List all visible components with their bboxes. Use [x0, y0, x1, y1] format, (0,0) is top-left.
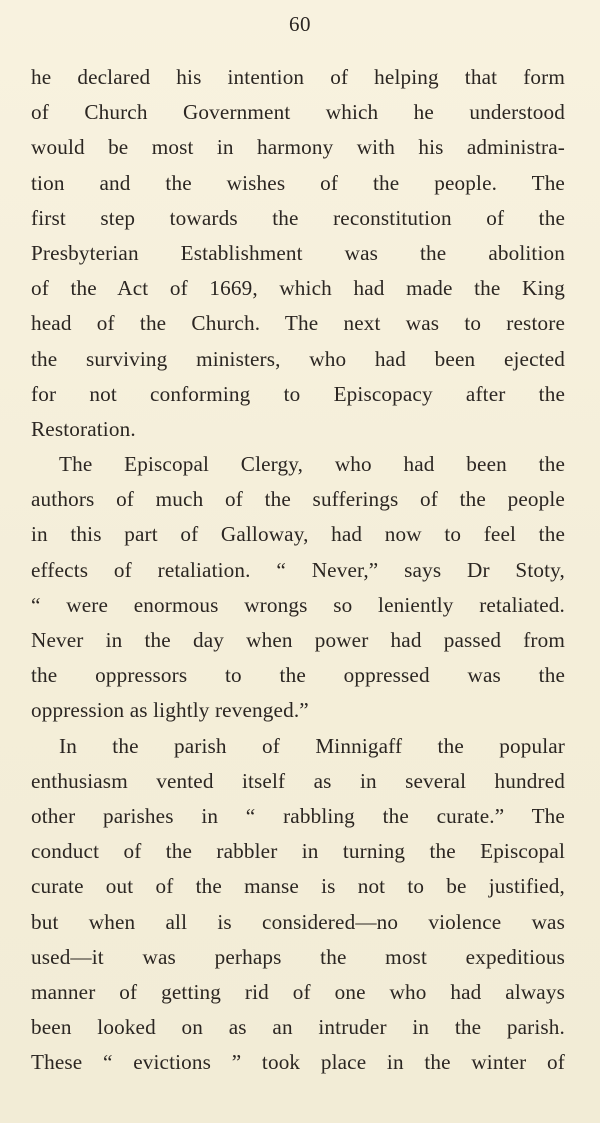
text-line: Never in the day when power had passed from: [31, 628, 565, 652]
body-text: [31, 60, 565, 1080]
text-line: he declared his intention of helping that form: [31, 65, 565, 89]
text-line: effects of retaliation. “ Never,” says Dr Stoty,: [31, 557, 565, 582]
text-line: tion and the wishes of the people. The: [31, 170, 565, 195]
text-line: used—it was perhaps the most expeditious: [31, 944, 565, 969]
page-number: 60: [289, 12, 311, 36]
text-line: first step towards the reconstitution of the: [31, 205, 565, 230]
text-line: enthusiasm vented itself as in several hundred: [31, 768, 565, 793]
text-line: other parishes in “ rabbling the curate.” The: [31, 803, 565, 828]
paragraph-end-line: oppression as lightly revenged.”: [31, 698, 309, 723]
text-line: been looked on as an intruder in the parish.: [31, 1015, 565, 1040]
text-line: Presbyterian Establishment was the abolition: [31, 240, 565, 265]
text-line: of the Act of 1669, which had made the King: [31, 276, 565, 301]
text-line: conduct of the rabbler in turning the Episcopal: [31, 839, 565, 864]
text-line: would be most in harmony with his administra-: [31, 135, 565, 160]
text-line: manner of getting rid of one who had always: [31, 979, 565, 1004]
text-line: but when all is considered—no violence was: [31, 909, 565, 934]
text-line: for not conforming to Episcopacy after the: [31, 381, 565, 406]
text-line: authors of much of the sufferings of the people: [31, 487, 565, 512]
text-line: curate out of the manse is not to be justified,: [31, 874, 565, 899]
text-line: of Church Government which he understood: [31, 100, 565, 125]
text-line: head of the Church. The next was to restore: [31, 311, 565, 336]
paragraph-end-line: Restoration.: [31, 416, 136, 441]
text-line: the surviving ministers, who had been ejected: [31, 346, 565, 371]
text-line: in this part of Galloway, had now to feel the: [31, 522, 565, 547]
text-line: These “ evictions ” took place in the winter of: [31, 1050, 565, 1075]
paragraph-start-line: In the parish of Minnigaff the popular: [59, 733, 565, 758]
text-line: “ were enormous wrongs so leniently retaliated.: [31, 592, 565, 617]
paragraph-start-line: The Episcopal Clergy, who had been the: [59, 452, 565, 477]
text-line: the oppressors to the oppressed was the: [31, 663, 565, 688]
